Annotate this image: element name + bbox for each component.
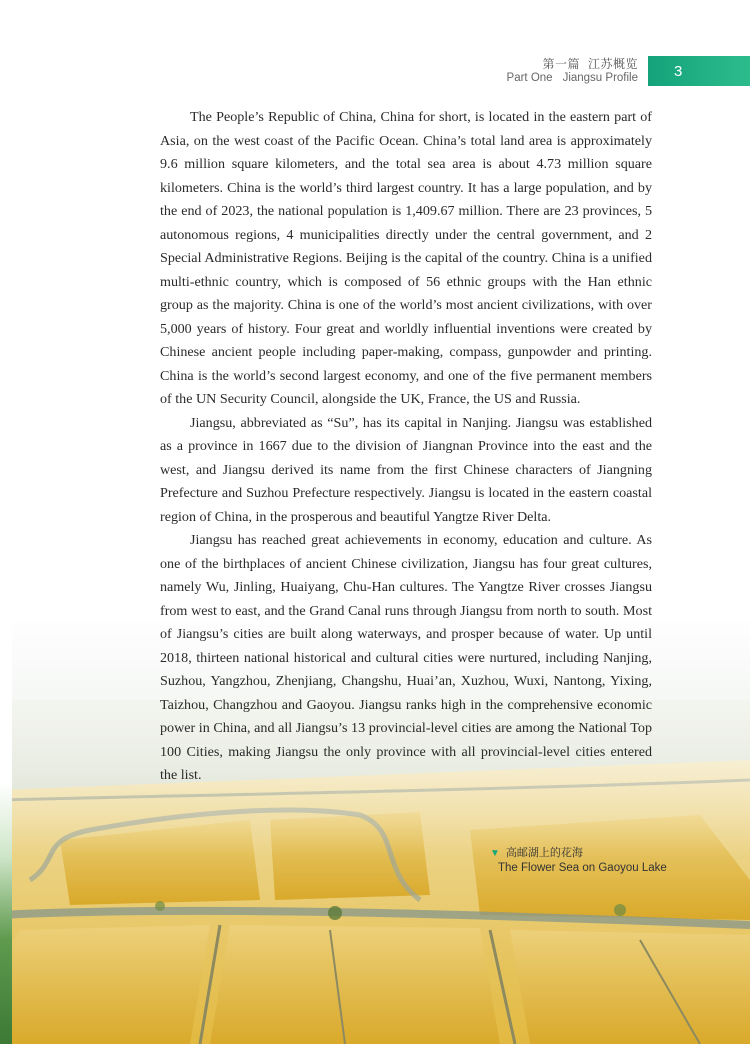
header-english [497, 71, 638, 85]
page-number: 3 [674, 62, 683, 80]
title-en: Jiangsu Profile [562, 72, 638, 84]
caption-en: The Flower Sea on Gaoyou Lake [498, 862, 667, 874]
caption-cn: 高邮湖上的花海 [505, 847, 583, 859]
triangle-down-icon: ▼ [490, 848, 500, 859]
paragraph-jiangsu-achievements: Jiangsu has reached great achievements in economy, education and culture. As one of the birthplaces of ancient Chinese civilization, Jiangsu has four great cultures, namely Wu, Jinling, Huaiyang, Chu-Han cultures. The Yangtze River crosses Jiangsu from west to east, and the Grand Canal runs through Jiangsu from north to south. Most of Jiangsu’s cities are built along waterways, and prosper because of water. Up until 2018, thirteen national historical and cultural cities were nurtured, including Nanjing, Suzhou, Yangzhou, Zhenjiang, Changshu, Huai’an, Xuzhou, Wuxi, Nantong, Yixing, Taizhou, Changzhou and Gaoyou. Jiangsu ranks high in the comprehensive economic power in China, and all Jiangsu’s 13 provincial-level cities are among the National Top 100 Cities, making Jiangsu the only province with all provincial-level cities entered the list. [160, 532, 652, 783]
paragraph-jiangsu-name: Jiangsu, abbreviated as “Su”, has its capital in Nanjing. Jiangsu was established as a province in 1667 due to the division of Jiangnan Province into the east and the west, and Jiangsu derived its name from the first Chinese characters of Jiangning Prefecture and Suzhou Prefecture respectively. Jiangsu is located in the eastern coastal region of China, in the prosperous and beautiful Yangtze River Delta. [160, 414, 652, 525]
paragraph-china: The People’s Republic of China, China for short, is located in the eastern part of Asia, on the west coast of the Pacific Ocean. China’s total land area is approximately 9.6 million square kilometers, and the total sea area is about 4.73 million square kilometers. China is the world’s third largest country. It has a large population, and by the end of 2023, the national population is 1,409.67 million. There are 23 provinces, 5 autonomous regions, 4 municipalities directly under the central government, and 2 Special Administrative Regions. Beijing is the capital of the country. China is a unified multi-ethnic country, which is composed of 56 ethnic groups with the Han ethnic group as the majority. China is one of the world’s most ancient civilizations, with over 5,000 years of history. Four great and worldly influential inventions were created by Chinese ancient people including paper-making, compass, gunpowder and printing. China is the world’s second largest economy, and one of the five permanent members of the UN Security Council, alongside the UK, France, the US and Russia. [160, 109, 652, 407]
part-en: Part One [506, 72, 553, 84]
body-text [160, 106, 652, 788]
left-green-strip [0, 0, 12, 1044]
header-chinese [497, 57, 638, 71]
part-cn: 第一篇 [542, 57, 580, 71]
photo-caption [490, 846, 667, 876]
running-header [497, 56, 750, 86]
caption-cn-row [490, 846, 667, 861]
header-text [497, 57, 638, 85]
title-cn: 江苏概览 [587, 57, 638, 71]
page-number-badge [648, 56, 750, 86]
